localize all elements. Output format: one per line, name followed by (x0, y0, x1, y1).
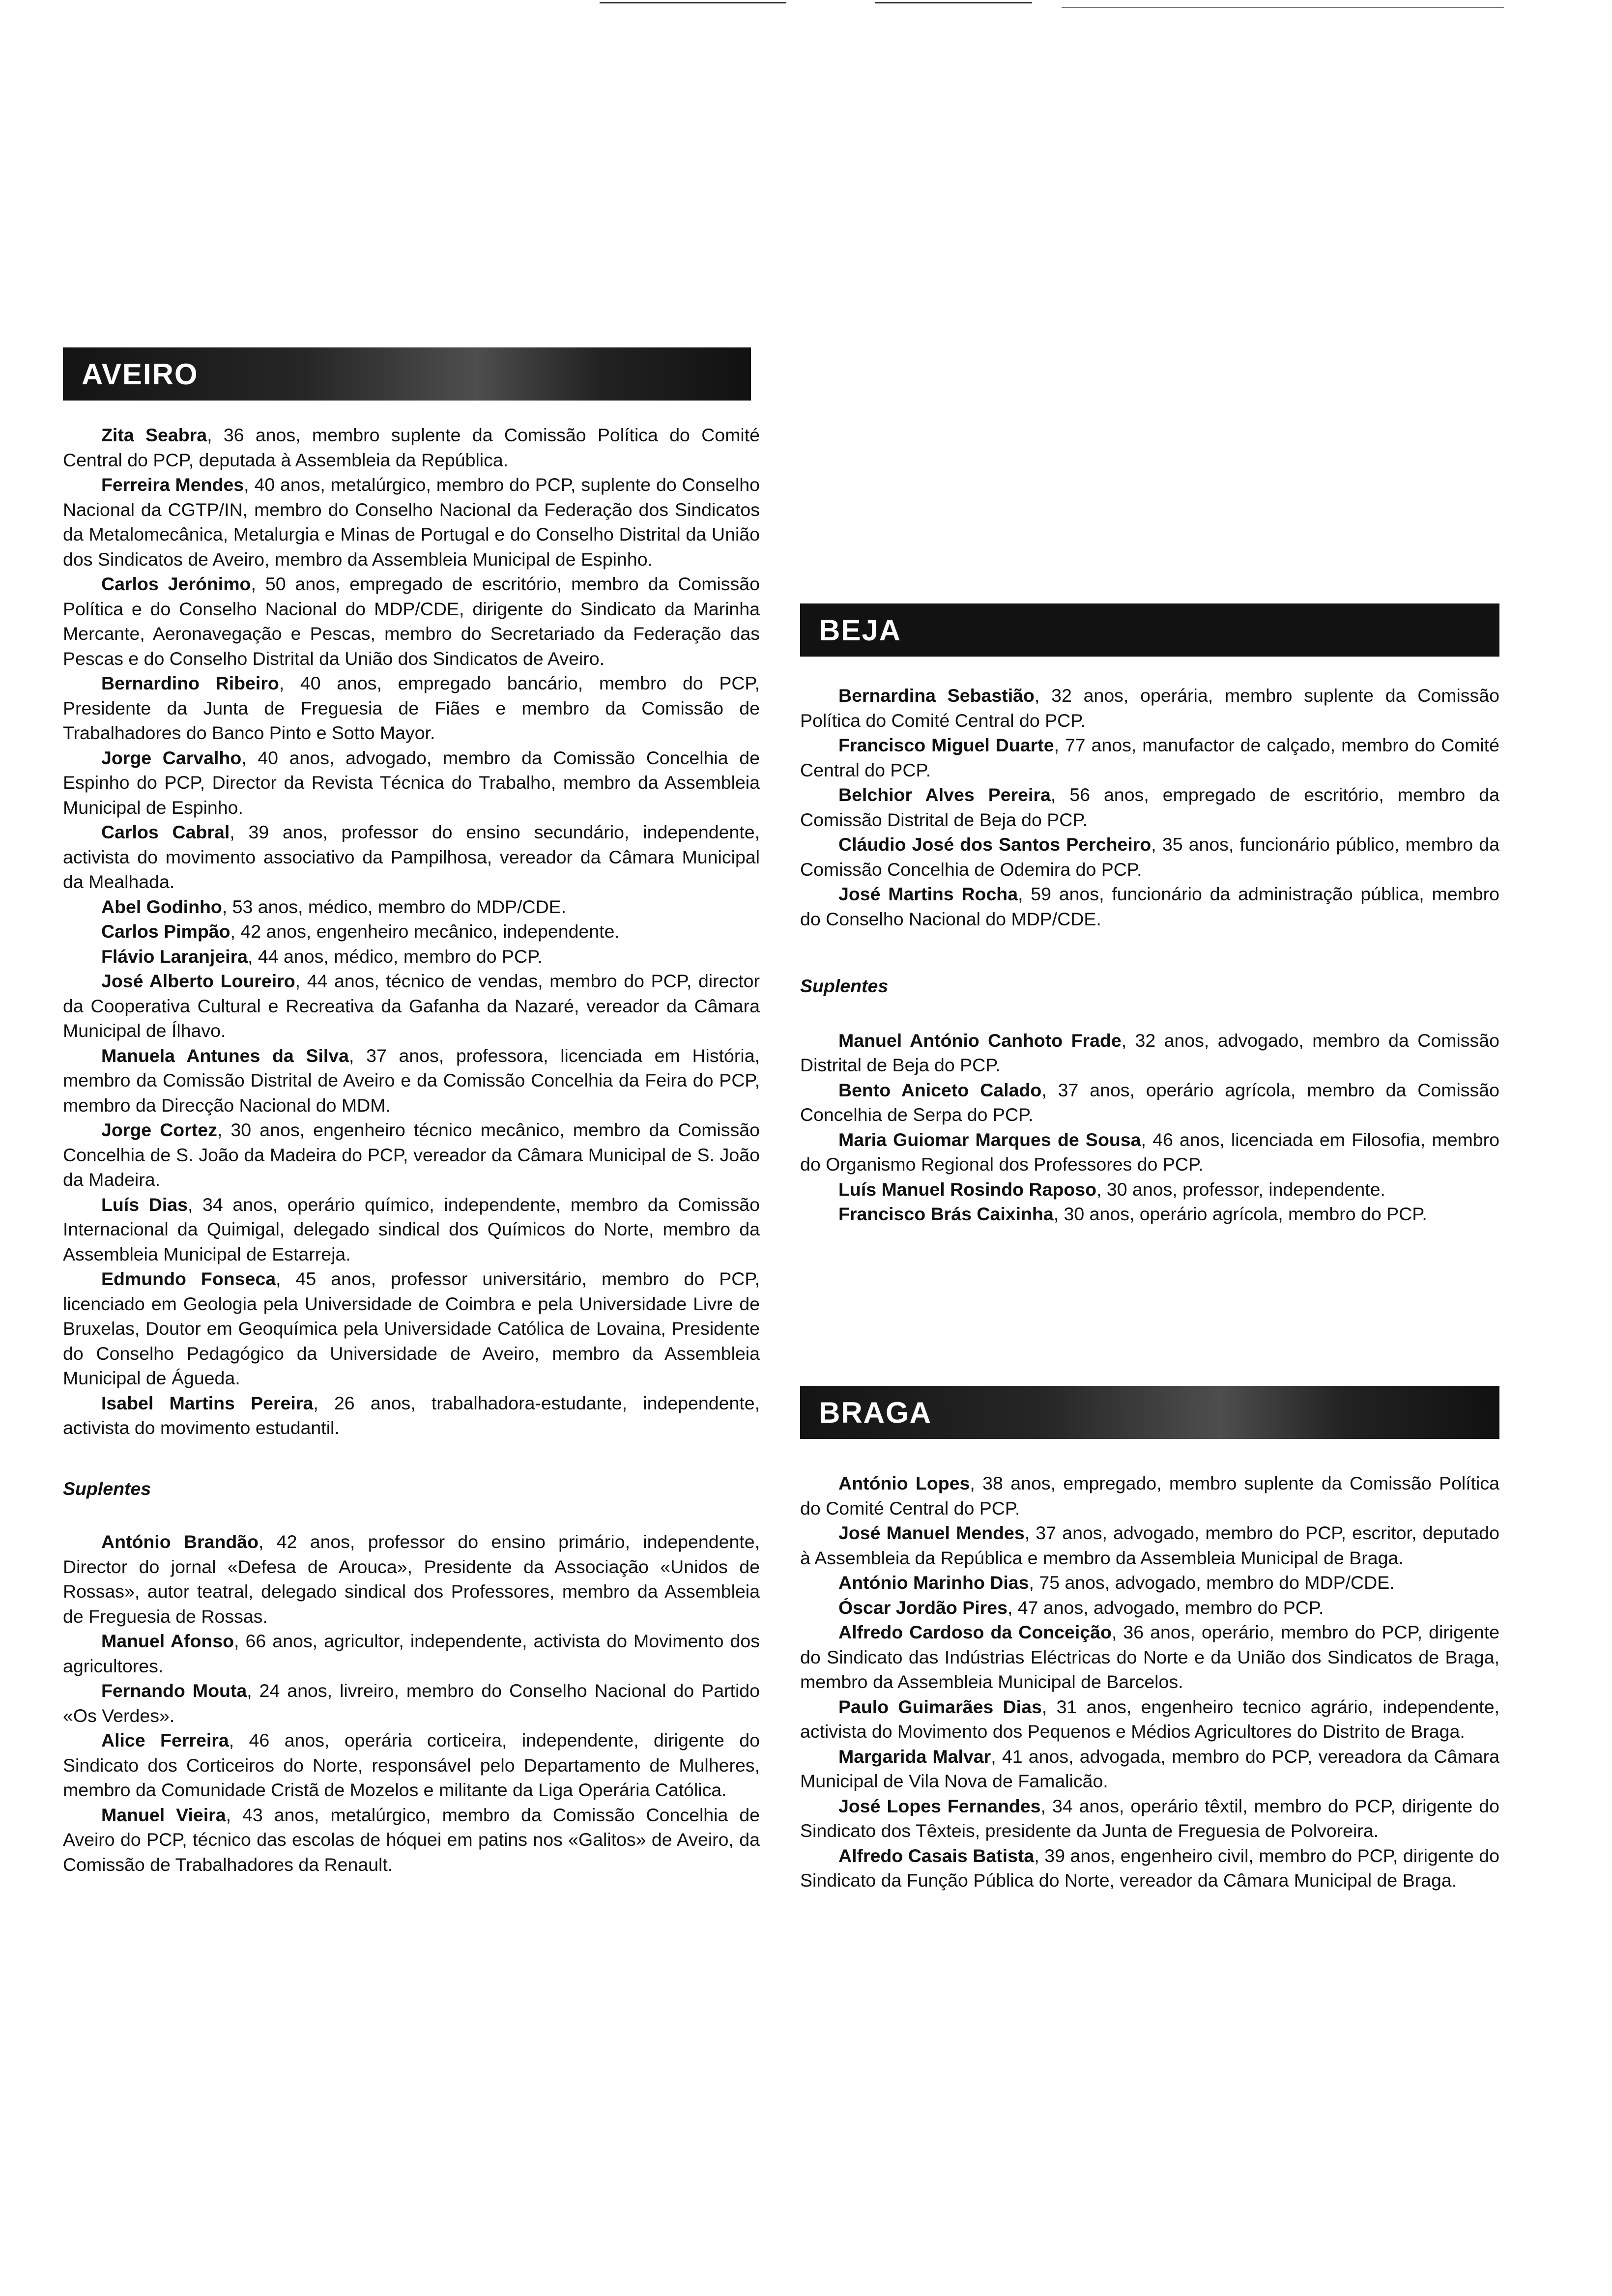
candidate-entry (63, 894, 760, 919)
candidate-name: António Brandão (101, 1531, 259, 1552)
candidate-entry (63, 1529, 760, 1629)
candidate-name: Bernardina Sebastião (838, 685, 1035, 706)
candidate-entry (800, 1570, 1499, 1595)
candidate-entry (800, 1202, 1499, 1227)
candidate-name: António Marinho Dias (838, 1572, 1029, 1593)
candidate-description: , 32 anos, operária, membro suplente da Comissão Política do Comité Central do PCP. (800, 685, 1500, 731)
candidate-name: Cláudio José dos Santos Percheiro (838, 834, 1151, 855)
candidate-description: , 43 anos, metalúrgico, membro da Comissão Concelhia de Aveiro do PCP, técnico das escolas de hóquei em patins nos «Galitos» de Aveiro, da Comissão de Trabalhadores da Renault. (63, 1804, 760, 1875)
top-rule-1 (600, 2, 786, 3)
candidate-entry (800, 1794, 1499, 1843)
candidate-entry (800, 1843, 1499, 1893)
candidate-name: Bento Aniceto Calado (838, 1079, 1042, 1100)
candidate-entry (800, 782, 1499, 832)
candidate-entry (63, 1678, 760, 1728)
candidate-description: , 35 anos, funcionário público, membro da Comissão Concelhia de Odemira do PCP. (800, 834, 1499, 880)
candidate-entry (63, 1728, 760, 1803)
candidate-name: Carlos Pimpão (101, 921, 230, 942)
candidate-entry (800, 1595, 1499, 1620)
suplentes-list-aveiro (63, 1529, 760, 1877)
candidate-name: Manuel António Canhoto Frade (838, 1030, 1122, 1051)
candidate-entry (63, 944, 760, 969)
candidate-description: , 42 anos, professor do ensino primário, independente, Director do jornal «Defesa de Arouca», Presidente da Associação «Unidos de Rossas», autor teatral, delegado sindical dos Professores, membro da Assembleia de Freguesia de Rossas. (63, 1531, 760, 1627)
candidate-entry (63, 472, 760, 572)
section-heading-beja (800, 603, 1499, 657)
candidate-entry (800, 1471, 1499, 1521)
candidate-list-aveiro (63, 423, 760, 1440)
candidate-description: , 44 anos, técnico de vendas, membro do PCP, director da Cooperativa Cultural e Recreativa da Gafanha da Nazaré, vereador da Câmara Municipal de Ílhavo. (63, 971, 760, 1041)
candidate-name: Belchior Alves Pereira (838, 784, 1051, 805)
candidate-name: Óscar Jordão Pires (838, 1597, 1008, 1618)
candidate-name: Bernardino Ribeiro (101, 673, 279, 693)
candidate-name: José Alberto Loureiro (101, 971, 295, 991)
candidate-name: José Lopes Fernandes (838, 1795, 1041, 1816)
candidate-name: Luís Dias (101, 1194, 188, 1215)
candidate-description: , 38 anos, empregado, membro suplente da Comissão Política do Comité Central do PCP. (800, 1473, 1499, 1519)
candidate-description: , 36 anos, operário, membro do PCP, dirigente do Sindicato das Indústrias Eléctricas do Norte e da União dos Sindicatos de Braga, membro da Assembleia Municipal de Barcelos. (800, 1622, 1499, 1692)
candidate-entry (800, 1177, 1499, 1202)
candidate-entry (63, 820, 760, 894)
candidate-name: José Martins Rocha (838, 884, 1018, 904)
candidate-name: Alfredo Casais Batista (838, 1845, 1035, 1866)
column-braga (800, 1471, 1499, 1893)
candidate-description: , 39 anos, engenheiro civil, membro do PCP, dirigente do Sindicato da Função Pública do Norte, vereador da Câmara Municipal de Braga. (800, 1845, 1499, 1891)
candidate-list-beja (800, 683, 1499, 931)
candidate-description: , 40 anos, metalúrgico, membro do PCP, suplente do Conselho Nacional da CGTP/IN, membro do Conselho Nacional da Federação dos Sindicatos da Metalomecânica, Metalurgia e Minas de Portugal e do Conselho Distrital da União dos Sindicatos de Aveiro, membro da Assembleia Municipal de Espinho. (63, 474, 760, 570)
suplentes-heading-aveiro: Suplentes (63, 1478, 151, 1499)
candidate-entry (63, 1043, 760, 1118)
candidate-entry (800, 1127, 1499, 1177)
candidate-entry (800, 1078, 1499, 1127)
candidate-entry (63, 423, 760, 472)
candidate-name: Jorge Cortez (101, 1119, 217, 1140)
section-heading-braga (800, 1386, 1499, 1439)
candidate-description: , 46 anos, licenciada em Filosofia, membro do Organismo Regional dos Professores do PCP. (800, 1129, 1499, 1175)
candidate-entry (800, 882, 1499, 931)
candidate-description: , 30 anos, engenheiro técnico mecânico, membro da Comissão Concelhia de S. João da Madeira do PCP, vereador da Câmara Municipal de S. João da Madeira. (63, 1119, 760, 1190)
candidate-name: António Lopes (838, 1473, 970, 1493)
column-beja (800, 683, 1499, 1227)
candidate-description: , 56 anos, empregado de escritório, membro da Comissão Distrital de Beja do PCP. (800, 784, 1499, 830)
candidate-description: , 30 anos, professor, independente. (1096, 1178, 1385, 1200)
candidate-entry (63, 1629, 760, 1678)
candidate-description: , 45 anos, professor universitário, membro do PCP, licenciado em Geologia pela Universidade de Coimbra e pela Universidade Livre de Bruxelas, Doutor em Geoquímica pela Universidade Católica de Lovaina, Presidente do Conselho Pedagógico da Universidade de Aveiro, membro da Assembleia Municipal de Águeda. (63, 1268, 760, 1388)
candidate-name: Zita Seabra (101, 425, 207, 445)
candidate-entry (800, 1028, 1499, 1078)
candidate-entry (63, 746, 760, 820)
candidate-description: , 77 anos, manufactor de calçado, membro do Comité Central do PCP. (800, 735, 1499, 780)
candidate-name: Alice Ferreira (101, 1730, 229, 1751)
candidate-name: Maria Guiomar Marques de Sousa (838, 1129, 1141, 1150)
candidate-description: , 32 anos, advogado, membro da Comissão Distrital de Beja do PCP. (800, 1030, 1499, 1075)
section-title-beja: BEJA (819, 613, 902, 647)
candidate-entry (800, 1744, 1499, 1794)
candidate-description: , 37 anos, advogado, membro do PCP, escritor, deputado à Assembleia da República e membro da Assembleia Municipal de Braga. (800, 1522, 1499, 1568)
candidate-description: , 26 anos, trabalhadora-estudante, independente, activista do movimento estudantil. (63, 1392, 760, 1438)
candidate-name: Manuel Vieira (101, 1804, 226, 1825)
candidate-entry (63, 572, 760, 671)
candidate-description: , 34 anos, operário têxtil, membro do PCP, dirigente do Sindicato dos Têxteis, presidente da Junta de Freguesia de Polvoreira. (800, 1795, 1499, 1841)
section-heading-aveiro (63, 347, 751, 401)
candidate-entry (63, 1192, 760, 1267)
candidate-description: , 50 anos, empregado de escritório, membro da Comissão Política e do Conselho Nacional do MDP/CDE, dirigente do Sindicato da Marinha Mercante, Aeronavegação e Pescas, membro do Secretariado da Federação das Pescas e do Conselho Distrital da União dos Sindicatos de Aveiro. (63, 574, 760, 669)
candidate-name: Luís Manuel Rosindo Raposo (838, 1178, 1097, 1200)
candidate-entry (800, 1521, 1499, 1570)
candidate-name: Carlos Jerónimo (101, 574, 251, 594)
candidate-description: , 59 anos, funcionário da administração pública, membro do Conselho Nacional do MDP/CDE. (800, 884, 1499, 929)
candidate-name: Manuel Afonso (101, 1631, 234, 1651)
candidate-list-braga (800, 1471, 1499, 1893)
section-title-braga: BRAGA (819, 1396, 932, 1429)
candidate-entry (800, 1694, 1499, 1744)
candidate-name: Jorge Carvalho (101, 747, 242, 768)
candidate-name: Edmundo Fonseca (101, 1268, 276, 1289)
candidate-entry (63, 671, 760, 746)
candidate-entry (800, 1620, 1499, 1694)
candidate-entry (63, 1391, 760, 1440)
candidate-entry (800, 683, 1499, 733)
candidate-description: , 40 anos, advogado, membro da Comissão Concelhia de Espinho do PCP, Director da Revista Técnica do Trabalho, membro da Assembleia Municipal de Espinho. (63, 747, 760, 818)
candidate-name: José Manuel Mendes (838, 1522, 1025, 1543)
candidate-description: , 41 anos, advogada, membro do PCP, vereadora da Câmara Municipal de Vila Nova de Famalicão. (800, 1746, 1499, 1791)
candidate-description: , 47 anos, advogado, membro do PCP. (1007, 1597, 1324, 1618)
candidate-entry (63, 1266, 760, 1391)
candidate-name: Flávio Laranjeira (101, 946, 248, 967)
candidate-description: , 36 anos, membro suplente da Comissão Política do Comité Central do PCP, deputada à Assembleia da República. (63, 425, 760, 470)
suplentes-heading-beja: Suplentes (800, 976, 889, 996)
candidate-description: , 37 anos, professora, licenciada em História, membro da Comissão Distrital de Aveiro e da Comissão Concelhia da Feira do PCP, membro da Direcção Nacional do MDM. (63, 1045, 760, 1116)
candidate-name: Carlos Cabral (101, 822, 230, 842)
column-aveiro (63, 423, 760, 1877)
candidate-name: Paulo Guimarães Dias (838, 1696, 1042, 1717)
candidate-description: , 31 anos, engenheiro tecnico agrário, independente, activista do Movimento dos Pequenos e Médios Agricultores do Distrito de Braga. (800, 1696, 1499, 1742)
top-rule-3 (1062, 7, 1504, 8)
candidate-entry (800, 733, 1499, 782)
candidate-name: Manuela Antunes da Silva (101, 1045, 349, 1066)
candidate-description: , 46 anos, operária corticeira, independente, dirigente do Sindicato dos Corticeiros do Norte, responsável pelo Departamento de Mulheres, membro da Comunidade Cristã de Mozelos e militante da Liga Operária Católica. (63, 1730, 760, 1800)
candidate-description: , 66 anos, agricultor, independente, activista do Movimento dos agricultores. (63, 1631, 760, 1676)
candidate-description: , 34 anos, operário químico, independente, membro da Comissão Internacional da Quimigal, delegado sindical dos Químicos do Norte, membro da Assembleia Municipal de Estarreja. (63, 1194, 760, 1264)
candidate-description: , 42 anos, engenheiro mecânico, independente. (230, 921, 620, 942)
candidate-name: Fernando Mouta (101, 1680, 247, 1701)
section-title-aveiro: AVEIRO (82, 357, 199, 391)
candidate-entry (63, 1118, 760, 1192)
candidate-name: Alfredo Cardoso da Conceição (838, 1622, 1112, 1642)
candidate-entry (63, 969, 760, 1043)
candidate-description: , 39 anos, professor do ensino secundário, independente, activista do movimento associativo da Pampilhosa, vereador da Câmara Municipal da Mealhada. (63, 822, 760, 892)
candidate-name: Margarida Malvar (838, 1746, 991, 1767)
candidate-entry (63, 1803, 760, 1877)
candidate-name: Ferreira Mendes (101, 474, 244, 495)
candidate-name: Isabel Martins Pereira (101, 1392, 314, 1413)
candidate-name: Francisco Brás Caixinha (838, 1204, 1054, 1224)
candidate-description: , 44 anos, médico, membro do PCP. (248, 946, 543, 967)
candidate-entry (800, 832, 1499, 882)
candidate-description: , 37 anos, operário agrícola, membro da Comissão Concelhia de Serpa do PCP. (800, 1079, 1499, 1125)
candidate-description: , 53 anos, médico, membro do MDP/CDE. (222, 896, 567, 917)
top-rule-2 (875, 2, 1032, 3)
candidate-name: Francisco Miguel Duarte (838, 735, 1054, 755)
candidate-description: , 24 anos, livreiro, membro do Conselho Nacional do Partido «Os Verdes». (63, 1680, 760, 1726)
suplentes-list-beja (800, 1028, 1499, 1227)
candidate-description: , 30 anos, operário agrícola, membro do PCP. (1053, 1204, 1427, 1224)
candidate-description: , 75 anos, advogado, membro do MDP/CDE. (1029, 1572, 1395, 1593)
candidate-name: Abel Godinho (101, 896, 222, 917)
candidate-entry (63, 919, 760, 944)
candidate-description: , 40 anos, empregado bancário, membro do PCP, Presidente da Junta de Freguesia de Fiães e membro da Comissão de Trabalhadores do Banco Pinto e Sotto Mayor. (63, 673, 760, 743)
